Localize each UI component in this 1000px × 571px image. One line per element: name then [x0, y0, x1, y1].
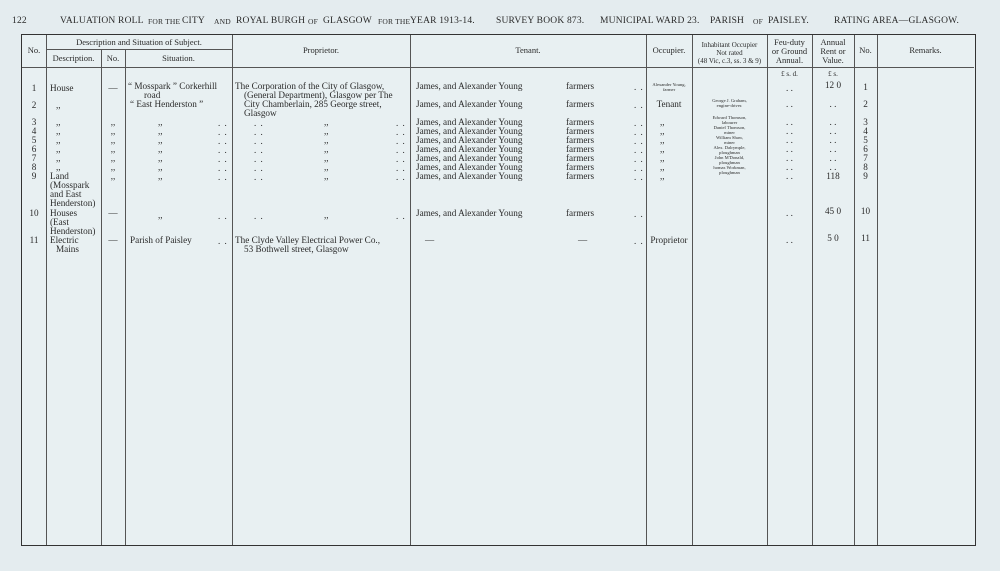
parish-name: PAISLEY. — [768, 16, 809, 26]
row-11-tenant-dots: . . — [634, 236, 644, 246]
roll-title-e: ROYAL BURGH — [236, 16, 306, 26]
row-11-no: 11 — [29, 235, 39, 245]
row-4-tenant-role: farmers — [566, 126, 595, 136]
row-9-proprietor-dots-b: . . — [396, 172, 406, 182]
row-3-situation-dots: . . — [218, 118, 228, 128]
row-8-annual: . . — [829, 162, 837, 172]
col-inhabitant-2: Not rated — [716, 49, 743, 57]
roll-title-f: OF — [308, 17, 318, 26]
feu-units: £ s. d. — [781, 70, 798, 78]
row-10-description-3: Henderston) — [50, 226, 96, 236]
row-2-feu: . . — [786, 99, 793, 109]
row-6-proprietor-dots-a: . . — [254, 145, 264, 155]
row-1-tenant-role: farmers — [566, 81, 595, 91]
col-no: No. — [27, 45, 41, 55]
row-1-tenant-dots: . . — [634, 82, 644, 92]
row-8-no-right: 8 — [863, 162, 868, 172]
row-7-situation-dots: . . — [218, 154, 228, 164]
row-1-description: House — [50, 83, 74, 93]
row-4-inhabitant-2: miner — [724, 130, 735, 135]
row-8-occupier: ,, — [660, 162, 665, 172]
row-6-situation: ,, — [158, 144, 163, 154]
row-7-proprietor-dots-b: . . — [396, 154, 406, 164]
row-3-proprietor: ,, — [324, 117, 329, 127]
row-3-tenant-role: farmers — [566, 117, 595, 127]
row-11-feu: . . — [786, 235, 793, 245]
row-2-inhabitant-2: engine-driver. — [716, 103, 743, 108]
row-5-feu: . . — [786, 135, 793, 145]
row-5-inhabitant-2: miner — [724, 140, 735, 145]
row-3-proprietor-dots-a: . . — [254, 118, 264, 128]
row-8-situation-dots: . . — [218, 163, 228, 173]
row-3-occupier: ,, — [660, 117, 665, 127]
row-5-tenant: James, and Alexander Young — [416, 135, 523, 145]
page-number: 122 — [12, 16, 27, 26]
col-annual-3: Value. — [822, 55, 844, 65]
row-8-no: 8 — [31, 162, 37, 172]
row-7-occupier: ,, — [660, 153, 665, 163]
row-6-proprietor: ,, — [324, 144, 329, 154]
row-8-situation: ,, — [158, 162, 163, 172]
col-rule — [877, 35, 878, 545]
page-header — [10, 16, 990, 30]
roll-title-i: YEAR 1913-14. — [410, 16, 475, 26]
row-3-proprietor-dots-b: . . — [396, 118, 406, 128]
municipal-ward: MUNICIPAL WARD 23. — [600, 16, 700, 26]
col-situation: Situation. — [162, 53, 195, 63]
row-9-no-right: 9 — [863, 171, 868, 181]
col-rule — [692, 35, 693, 545]
row-11-situation-dots: . . — [218, 236, 228, 246]
row-7-tenant-dots: . . — [634, 154, 644, 164]
row-10-no: 10 — [29, 208, 39, 218]
col-rule — [646, 35, 647, 545]
row-10-proprietor: ,, — [324, 210, 329, 220]
row-5-occupier: ,, — [660, 135, 665, 145]
row-2-situation-1: “ East Henderston ” — [130, 99, 204, 109]
col-feu-2: or Ground — [771, 46, 808, 56]
row-9-annual: 118 — [826, 171, 840, 181]
row-5-situation: ,, — [158, 135, 163, 145]
row-8-proprietor-dots-a: . . — [254, 163, 264, 173]
parish-of: OF — [753, 17, 763, 26]
row-4-proprietor-dots-a: . . — [254, 127, 264, 137]
row-11-occupier: Proprietor — [650, 235, 688, 245]
row-9-no: 9 — [31, 171, 37, 181]
col-rule — [410, 35, 411, 545]
row-4-tenant: James, and Alexander Young — [416, 126, 523, 136]
row-6-no: 6 — [31, 144, 37, 154]
col-no-right: No. — [859, 45, 872, 55]
row-8-proprietor-dots-b: . . — [396, 163, 406, 173]
row-6-description: ,, — [56, 144, 61, 154]
col-feu-1: Feu-duty — [774, 37, 805, 47]
row-4-occupier: ,, — [660, 126, 665, 136]
row-7-no-right: 7 — [863, 153, 868, 163]
row-7-desc-no: ,, — [110, 153, 116, 163]
row-9-situation: ,, — [158, 171, 163, 181]
row-2-description: ,, — [56, 100, 61, 110]
col-annual-2: Rent or — [820, 46, 846, 56]
row-5-proprietor-dots-a: . . — [254, 136, 264, 146]
row-10-no-right: 10 — [860, 206, 871, 216]
col-occupier: Occupier. — [652, 45, 686, 55]
row-9-tenant-role: farmers — [566, 171, 595, 181]
row-9-feu: . . — [786, 171, 793, 181]
row-10-description-2: (East — [50, 217, 69, 227]
row-1-proprietor-1: The Corporation of the City of Glasgow, — [235, 81, 385, 91]
row-10-tenant-dots: . . — [634, 209, 644, 219]
roll-title-c: CITY — [182, 16, 205, 26]
row-9-tenant-dots: . . — [634, 172, 644, 182]
row-4-annual: . . — [829, 126, 837, 136]
row-5-proprietor-dots-b: . . — [396, 136, 406, 146]
rating-area: RATING AREA—GLASGOW. — [834, 16, 960, 26]
row-9-description-4: Henderston) — [50, 198, 96, 208]
row-4-no: 4 — [31, 126, 37, 136]
row-9-tenant: James, and Alexander Young — [416, 171, 523, 181]
survey-book: SURVEY BOOK 873. — [496, 16, 585, 26]
row-11-annual: 5 0 — [827, 233, 839, 243]
row-9-situation-dots: . . — [218, 172, 228, 182]
row-10-tenant-role: farmers — [566, 208, 595, 218]
row-8-desc-no: ,, — [110, 162, 116, 172]
row-6-situation-dots: . . — [218, 145, 228, 155]
row-9-proprietor: ,, — [324, 171, 329, 181]
row-8-inhabitant-1: homas Workman, — [713, 165, 746, 170]
row-5-tenant-dots: . . — [634, 136, 644, 146]
row-7-inhabitant-1: John M'Donald, — [714, 155, 745, 160]
row-2-no: 2 — [31, 100, 37, 110]
row-4-no-right: 4 — [863, 126, 868, 136]
row-3-inhabitant-2: labourer — [721, 120, 738, 125]
roll-title-h: FOR THE — [378, 17, 411, 26]
row-10-tenant: James, and Alexander Young — [416, 208, 523, 218]
row-6-desc-no: ,, — [110, 144, 116, 154]
col-rule — [767, 35, 768, 545]
row-3-tenant-dots: . . — [634, 118, 644, 128]
row-1-annual: 12 0 — [824, 80, 842, 90]
row-11-proprietor-2: 53 Bothwell street, Glasgow — [244, 244, 349, 254]
row-9-proprietor-dots-a: . . — [254, 172, 264, 182]
row-6-occupier: ,, — [660, 144, 665, 154]
row-3-no-right: 3 — [863, 117, 868, 127]
row-2-proprietor-2: Glasgow — [244, 108, 277, 118]
row-9-description-2: (Mosspark — [50, 180, 90, 190]
row-11-tenant-role: — — [578, 235, 588, 245]
row-11-description-1: Electric — [50, 235, 79, 245]
row-1-occupier-2: farmer — [662, 87, 676, 92]
col-description: Description. — [52, 53, 95, 63]
valuation-table — [21, 34, 976, 546]
roll-title-g: GLASGOW — [323, 16, 372, 26]
row-5-proprietor: ,, — [324, 135, 329, 145]
row-7-proprietor-dots-a: . . — [254, 154, 264, 164]
row-7-proprietor: ,, — [324, 153, 329, 163]
row-8-description: ,, — [56, 162, 61, 172]
row-1-tenant: James, and Alexander Young — [416, 81, 523, 91]
row-5-description: ,, — [56, 135, 61, 145]
row-2-proprietor-1: City Chamberlain, 285 George street, — [244, 99, 382, 109]
header-rule — [46, 49, 232, 50]
row-8-tenant: James, and Alexander Young — [416, 162, 523, 172]
row-4-inhabitant-1: Daniel Thomson, — [713, 125, 746, 130]
row-6-no-right: 6 — [863, 144, 868, 154]
row-6-inhabitant-1: Alex. Dalrymple, — [713, 145, 746, 150]
row-8-proprietor: ,, — [324, 162, 329, 172]
row-1-desc-no: — — [108, 83, 118, 93]
row-4-proprietor: ,, — [324, 126, 329, 136]
row-6-inhabitant-2: ploughman — [719, 150, 740, 155]
row-1-proprietor-2: (General Department), Glasgow per The — [244, 90, 393, 100]
row-8-tenant-dots: . . — [634, 163, 644, 173]
row-7-tenant-role: farmers — [566, 153, 595, 163]
roll-title-b: FOR THE — [148, 17, 181, 26]
row-9-description-1: Land — [50, 171, 69, 181]
col-remarks: Remarks. — [909, 45, 942, 55]
annual-units: £ s. — [828, 70, 838, 78]
row-7-description: ,, — [56, 153, 61, 163]
row-7-no: 7 — [31, 153, 37, 163]
row-6-tenant-dots: . . — [634, 145, 644, 155]
row-10-situation: ,, — [158, 210, 163, 220]
row-5-inhabitant-1: William Shaw, — [715, 135, 744, 140]
row-7-feu: . . — [786, 153, 793, 163]
row-10-description-1: Houses — [50, 208, 78, 218]
row-5-tenant-role: farmers — [566, 135, 595, 145]
row-6-tenant-role: farmers — [566, 144, 595, 154]
row-3-no: 3 — [31, 117, 37, 127]
row-2-tenant: James, and Alexander Young — [416, 99, 523, 109]
col-rule — [232, 35, 233, 545]
col-rule — [812, 35, 813, 545]
row-2-inhabitant-1: George J. Graham, — [712, 98, 747, 103]
row-9-desc-no: ,, — [110, 171, 116, 181]
col-rule — [854, 35, 855, 545]
row-10-proprietor-dots-b: . . — [396, 211, 406, 221]
row-8-inhabitant-2: ploughman — [719, 170, 740, 175]
row-6-tenant: James, and Alexander Young — [416, 144, 523, 154]
row-6-proprietor-dots-b: . . — [396, 145, 406, 155]
row-1-occupier-1: Alexander Young, — [652, 82, 686, 87]
row-4-tenant-dots: . . — [634, 127, 644, 137]
row-7-inhabitant-2: ploughman — [719, 160, 740, 165]
row-2-occupier: Tenant — [656, 99, 682, 109]
row-3-annual: . . — [829, 117, 837, 127]
row-7-situation: ,, — [158, 153, 163, 163]
row-11-no-right: 11 — [861, 233, 870, 243]
row-6-annual: . . — [829, 144, 837, 154]
row-11-tenant: — — [425, 235, 435, 245]
row-5-no-right: 5 — [863, 135, 868, 145]
row-10-situation-dots: . . — [218, 211, 228, 221]
row-11-description-2: Mains — [56, 244, 79, 254]
row-4-situation: ,, — [158, 126, 163, 136]
roll-title-d: AND — [214, 17, 231, 26]
row-3-feu: . . — [786, 117, 793, 127]
row-4-desc-no: ,, — [110, 126, 116, 136]
parish-label: PARISH — [710, 16, 745, 26]
row-7-tenant: James, and Alexander Young — [416, 153, 523, 163]
row-4-proprietor-dots-b: . . — [396, 127, 406, 137]
col-inhabitant-1: Inhabitant Occupier — [701, 41, 758, 49]
col-desc-no: No. — [106, 53, 120, 63]
col-feu-3: Annual. — [775, 55, 804, 65]
row-7-annual: . . — [829, 153, 837, 163]
row-4-situation-dots: . . — [218, 127, 228, 137]
row-10-proprietor-dots-a: . . — [254, 211, 264, 221]
row-11-proprietor-1: The Clyde Valley Electrical Power Co., — [235, 235, 381, 245]
col-rule — [125, 49, 126, 545]
col-annual-1: Annual — [820, 37, 846, 47]
row-6-feu: . . — [786, 144, 793, 154]
row-1-feu: . . — [786, 83, 793, 93]
row-5-no: 5 — [31, 135, 37, 145]
row-1-situation-1: “ Mosspark ” Corkerhill — [128, 81, 218, 91]
row-1-no-right: 1 — [863, 82, 868, 92]
row-3-inhabitant-1: Edward Thomson, — [712, 115, 747, 120]
row-3-description: ,, — [56, 117, 61, 127]
row-11-desc-no: — — [108, 235, 118, 245]
row-10-annual: 45 0 — [824, 206, 842, 216]
row-8-feu: . . — [786, 162, 793, 172]
col-tenant: Tenant. — [515, 45, 541, 55]
row-2-tenant-dots: . . — [634, 100, 644, 110]
row-9-occupier: ,, — [660, 171, 665, 181]
row-3-tenant: James, and Alexander Young — [416, 117, 523, 127]
header-rule — [22, 67, 974, 68]
row-1-situation-2: road — [144, 90, 161, 100]
row-5-situation-dots: . . — [218, 136, 228, 146]
row-2-tenant-role: farmers — [566, 99, 595, 109]
col-rule — [46, 35, 47, 545]
row-4-feu: . . — [786, 126, 793, 136]
col-inhabitant-3: (48 Vic, c.3, ss. 3 & 9) — [697, 57, 762, 65]
col-desc-group: Description and Situation of Subject. — [76, 37, 202, 47]
row-9-description-3: and East — [50, 189, 82, 199]
row-10-desc-no: — — [108, 208, 118, 218]
row-10-feu: . . — [786, 208, 793, 218]
row-3-desc-no: ,, — [110, 117, 116, 127]
row-2-annual: . . — [829, 99, 837, 109]
row-2-no-right: 2 — [863, 99, 868, 109]
row-5-desc-no: ,, — [110, 135, 116, 145]
row-1-no: 1 — [31, 83, 37, 93]
roll-title-a: VALUATION ROLL — [60, 16, 144, 26]
row-5-annual: . . — [829, 135, 837, 145]
row-4-description: ,, — [56, 126, 61, 136]
row-8-tenant-role: farmers — [566, 162, 595, 172]
row-11-situation: Parish of Paisley — [130, 235, 192, 245]
row-3-situation: ,, — [158, 117, 163, 127]
col-proprietor: Proprietor. — [302, 45, 340, 55]
